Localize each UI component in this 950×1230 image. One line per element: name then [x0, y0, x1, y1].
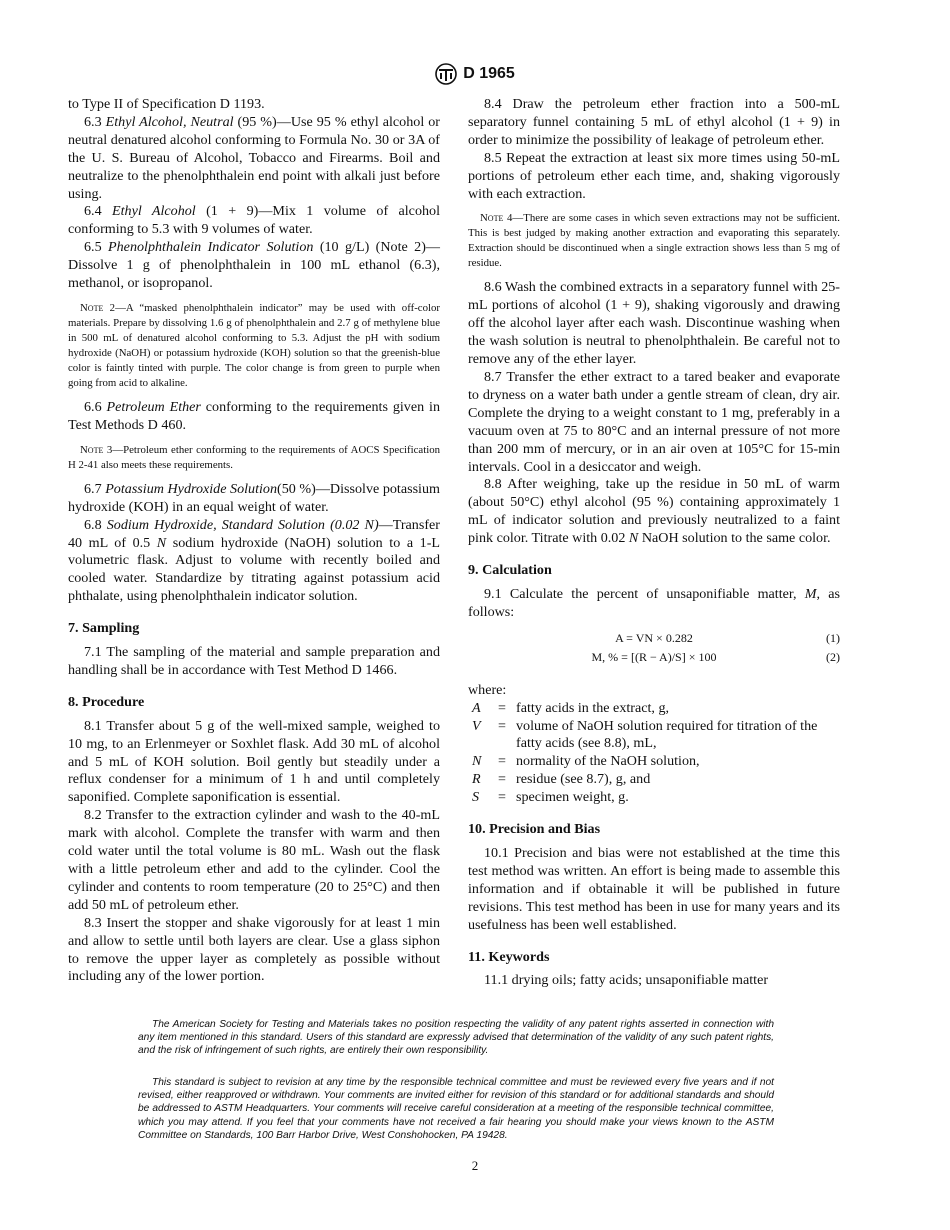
definition-symbol: A	[472, 699, 481, 716]
definition-symbol: S	[472, 789, 480, 806]
definition-row	[472, 789, 840, 807]
equation-expression: M, % = [(R − A)/S] × 100	[591, 649, 717, 664]
astm-logo-icon	[435, 63, 457, 85]
section-9-1: 9.1 Calculate the percent of unsaponifiable matter, M, as follows:	[468, 585, 840, 620]
definition-equals: =	[498, 717, 506, 734]
section-6-3: 6.3 Ethyl Alcohol, Neutral (95 %)—Use 95 % ethyl alcohol or neutral denatured alcohol conforming to Formula No. 30 or 3A of the U. S. Bureau of Alcohol, Tobacco and Firearms. Boil and neutralize to the phenolphthalein end point with alkali just before using.	[68, 113, 440, 202]
section-8-8: 8.8 After weighing, take up the residue in 50 mL of warm (about 50°C) ethyl alcohol (95 %) containing approximately 1 mL of indicator solution and previously neutralized to a faint pink color. Titrate with 0.02 N NaOH solution to the same color.	[468, 476, 840, 547]
section-8-5: 8.5 Repeat the extraction at least six more times using 50-mL portions of petroleum ether each time, and, shaking vigorously with each extraction.	[468, 149, 840, 202]
section-11-1: 11.1 drying oils; fatty acids; unsaponifiable matter	[484, 972, 769, 989]
section-6-5: 6.5 Phenolphthalein Indicator Solution (10 g/L) (Note 2)—Dissolve 1 g of phenolphthalein in 100 mL ethanol (6.3), methanol, or isopropanol.	[68, 239, 440, 292]
section-8-2: 8.2 Transfer to the extraction cylinder and wash to the 40-mL mark with alcohol. Complete the transfer with warm and then cold water until the total volume is 80 mL. Wash out the flask with a little petroleum ether and add to the cylinder. Cool the cylinder and contents to room temperature (20 to 25°C) and then add 50 mL of petroleum ether.	[68, 807, 440, 913]
page-number: 2	[471, 1158, 479, 1173]
section-heading: 7. Sampling	[68, 620, 140, 637]
section-10-1: 10.1 Precision and bias were not established at the time this test method was written. An effort is being made to assemble this information and if obtainable it will be published in future revisions. This test method has been in use for many years and its usefulness has been well established.	[468, 845, 840, 933]
definition-symbol: V	[472, 717, 481, 734]
equation-1	[468, 630, 840, 649]
definition-row	[472, 753, 840, 771]
section-8-1: 8.1 Transfer about 5 g of the well-mixed sample, weighed to 10 mg, to an Erlenmeyer or Soxhlet flask. Add 30 mL of alcohol and 5 mL of KOH solution. Boil gently but steadily under a reflux condenser for a minimum of 1 h and until completely saponified. Complete saponification is essential.	[68, 717, 440, 806]
where-label: where:	[468, 681, 507, 698]
section-heading: 11. Keywords	[468, 948, 550, 965]
section-heading: 9. Calculation	[468, 562, 552, 579]
note-4: Note 4—There are some cases in which seven extractions may not be sufficient. This is best judged by making another extraction and evaporating this separately. Extraction should be discontinued when a single extraction shows less than 5 mg of residue.	[468, 212, 840, 270]
definition-equals: =	[498, 753, 506, 770]
section-8-4: 8.4 Draw the petroleum ether fraction into a 500-mL separatory funnel containing 5 mL of ethyl alcohol (1 + 9) in order to minimize the possibility of leakage of petroleum ether.	[468, 96, 840, 148]
note-2: Note 2—A “masked phenolphthalein indicator” may be used with off-color materials. Prepare by dissolving 1.6 g of phenolphthalein and 2.7 g of methylene blue in 500 mL of denatured alcohol conforming to 5.3. Adjust the pH with sodium hydroxide (NaOH) or potassium hydroxide (KOH) solution so that the greenish-blue color is faintly tinted with purple. The color change is from green to purple when going from acid to alkaline.	[68, 301, 440, 389]
section-6-7: 6.7 Potassium Hydroxide Solution(50 %)—Dissolve potassium hydroxide (KOH) in an equal weight of water.	[68, 480, 440, 515]
footer-patent-notice: The American Society for Testing and Materials takes no position respecting the validity of any patent rights asserted in connection with any item mentioned in this standard. Users of this standard are expressly advised that determination of the validity of any such patent rights, and the risk of infringement of such rights, are entirely their own responsibility.	[138, 1019, 774, 1057]
left-column	[68, 96, 440, 986]
section-8-7: 8.7 Transfer the ether extract to a tared beaker and evaporate to dryness on a water bath under a gentle stream of clean, dry air. Complete the drying to a weight constant to 1 mg, preferably in a vacuum oven at 75 to 80°C and an internal pressure of not more than 200 mm of mercury, or in an air oven at 105°C for 15-min intervals. Cool in a desiccator and weigh.	[468, 368, 840, 475]
footer-revision-notice: This standard is subject to revision at any time by the responsible technical committee and must be reviewed every five years and if not revised, either reapproved or withdrawn. Your comments are invited either for revision of this standard or for additional standards and should be addressed to ASTM Headquarters. Your comments will receive careful consideration at a meeting of the responsible technical committee, which you may attend. If you feel that your comments have not received a fair hearing you should make your views known to the ASTM Committee on Standards, 100 Barr Harbor Drive, West Conshohocken, PA 19428.	[138, 1077, 774, 1141]
standard-designation: D 1965	[463, 65, 515, 82]
definition-equals: =	[498, 699, 506, 716]
section-8-6: 8.6 Wash the combined extracts in a separatory funnel with 25-mL portions of alcohol (1 + 9), shaking vigorously and drawing off the alcohol layer after each wash. Discontinue washing when the wash solution is neutral to phenolphthalein. Be careful not to remove any of the ether layer.	[468, 279, 840, 368]
definition-row	[472, 700, 840, 718]
definition-equals: =	[498, 789, 506, 806]
definition-equals: =	[498, 771, 506, 788]
equation-expression: A = VN × 0.282	[615, 630, 693, 645]
section-heading: 10. Precision and Bias	[468, 821, 601, 838]
section-6-8: 6.8 Sodium Hydroxide, Standard Solution (0.02 N)—Transfer 40 mL of 0.5 N sodium hydroxide (NaOH) solution to a 1-L volumetric flask. Adjust to volume with recently boiled and cooled water. Standardize by titrating against potassium acid phthalate, using phenolphthalein indicator solution.	[68, 516, 440, 605]
definition-text: volume of NaOH solution required for titration of the fatty acids (see 8.8), mL,	[516, 717, 818, 752]
section-8-3: 8.3 Insert the stopper and shake vigorously for at least 1 min and allow to settle until both layers are clear. Use a glass siphon to remove the upper layer as completely as possible without including any of the lower portion.	[68, 914, 440, 985]
definition-text: fatty acids in the extract, g,	[516, 699, 670, 716]
equation-number: (1)	[826, 630, 840, 645]
right-column	[468, 96, 840, 990]
section-7-1: 7.1 The sampling of the material and sample preparation and handling shall be in accordance with Test Method D 1466.	[68, 644, 440, 678]
equation-number: (2)	[826, 649, 840, 664]
definition-row	[472, 771, 840, 789]
section-6-4: 6.4 Ethyl Alcohol (1 + 9)—Mix 1 volume of alcohol conforming to 5.3 with 9 volumes of water.	[68, 203, 440, 238]
definition-text: normality of the NaOH solution,	[516, 753, 700, 770]
definition-symbol: R	[472, 771, 481, 788]
page-header	[0, 63, 950, 85]
paragraph: to Type II of Specification D 1193.	[68, 96, 265, 112]
section-6-6: 6.6 Petroleum Ether conforming to the requirements given in Test Methods D 460.	[68, 398, 440, 433]
note-3: Note 3—Petroleum ether conforming to the requirements of AOCS Specification H 2-41 also meets these requirements.	[68, 443, 440, 471]
equation-2	[468, 649, 840, 668]
definition-text: specimen weight, g.	[516, 789, 629, 806]
definition-text: residue (see 8.7), g, and	[516, 771, 651, 788]
definition-row	[472, 718, 840, 754]
variable-definitions	[472, 700, 840, 807]
section-heading: 8. Procedure	[68, 693, 145, 710]
definition-symbol: N	[472, 753, 482, 770]
